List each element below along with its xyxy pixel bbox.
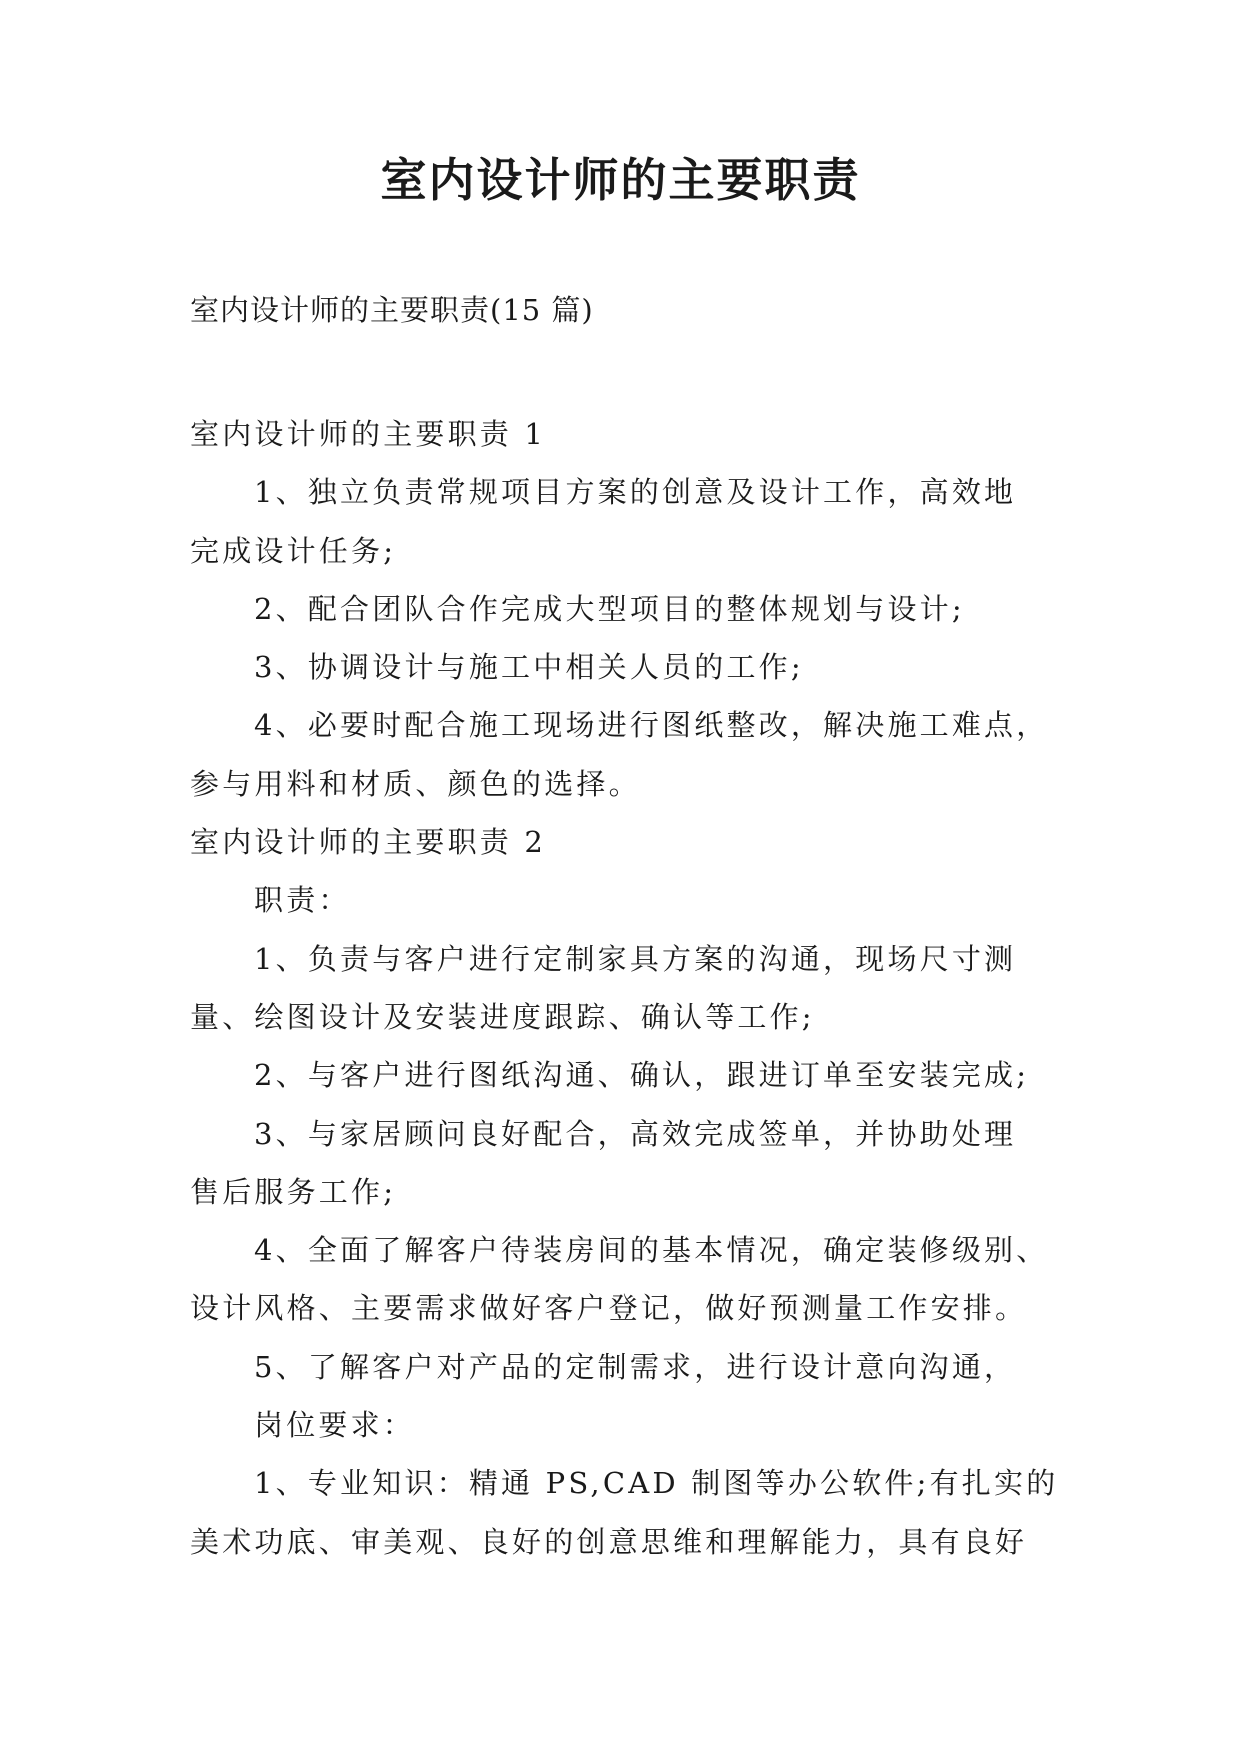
paragraph-line: 2、与客户进行图纸沟通、确认，跟进订单至安装完成; (254, 1058, 1030, 1093)
paragraph-line: 参与用料和材质、颜色的选择。 (190, 766, 641, 801)
paragraph-line: 2、配合团队合作完成大型项目的整体规划与设计; (254, 591, 965, 626)
paragraph-line: 3、与家居顾问良好配合，高效完成签单，并协助处理 (254, 1116, 1017, 1151)
paragraph-line: 5、了解客户对产品的定制需求，进行设计意向沟通， (254, 1349, 1017, 1384)
paragraph-line: 4、全面了解客户待装房间的基本情况，确定装修级别、 (254, 1233, 1049, 1268)
section-heading: 室内设计师的主要职责 2 (190, 825, 547, 860)
paragraph-line: 3、协调设计与施工中相关人员的工作; (254, 650, 804, 685)
document-subtitle: 室内设计师的主要职责(15 篇) (190, 293, 594, 327)
paragraph-line: 售后服务工作; (190, 1174, 397, 1209)
paragraph-line: 美术功底、审美观、良好的创意思维和理解能力，具有良好 (190, 1524, 1028, 1559)
document-body (190, 405, 1070, 1571)
paragraph-line: 1、独立负责常规项目方案的创意及设计工作，高效地 (254, 475, 1017, 510)
paragraph-line: 4、必要时配合施工现场进行图纸整改，解决施工难点， (254, 708, 1049, 743)
paragraph-line: 完成设计任务; (190, 533, 397, 568)
paragraph-line: 1、专业知识：精通 PS,CAD 制图等办公软件;有扎实的 (254, 1466, 1059, 1501)
document-title: 室内设计师的主要职责 (380, 153, 861, 207)
paragraph-line: 职责： (254, 883, 351, 918)
paragraph-line: 1、负责与客户进行定制家具方案的沟通，现场尺寸测 (254, 941, 1017, 976)
paragraph-line: 岗位要求： (254, 1408, 416, 1443)
paragraph-line: 设计风格、主要需求做好客户登记，做好预测量工作安排。 (190, 1291, 1028, 1326)
paragraph-line: 量、绘图设计及安装进度跟踪、确认等工作; (190, 999, 815, 1034)
section-heading: 室内设计师的主要职责 1 (190, 417, 547, 451)
